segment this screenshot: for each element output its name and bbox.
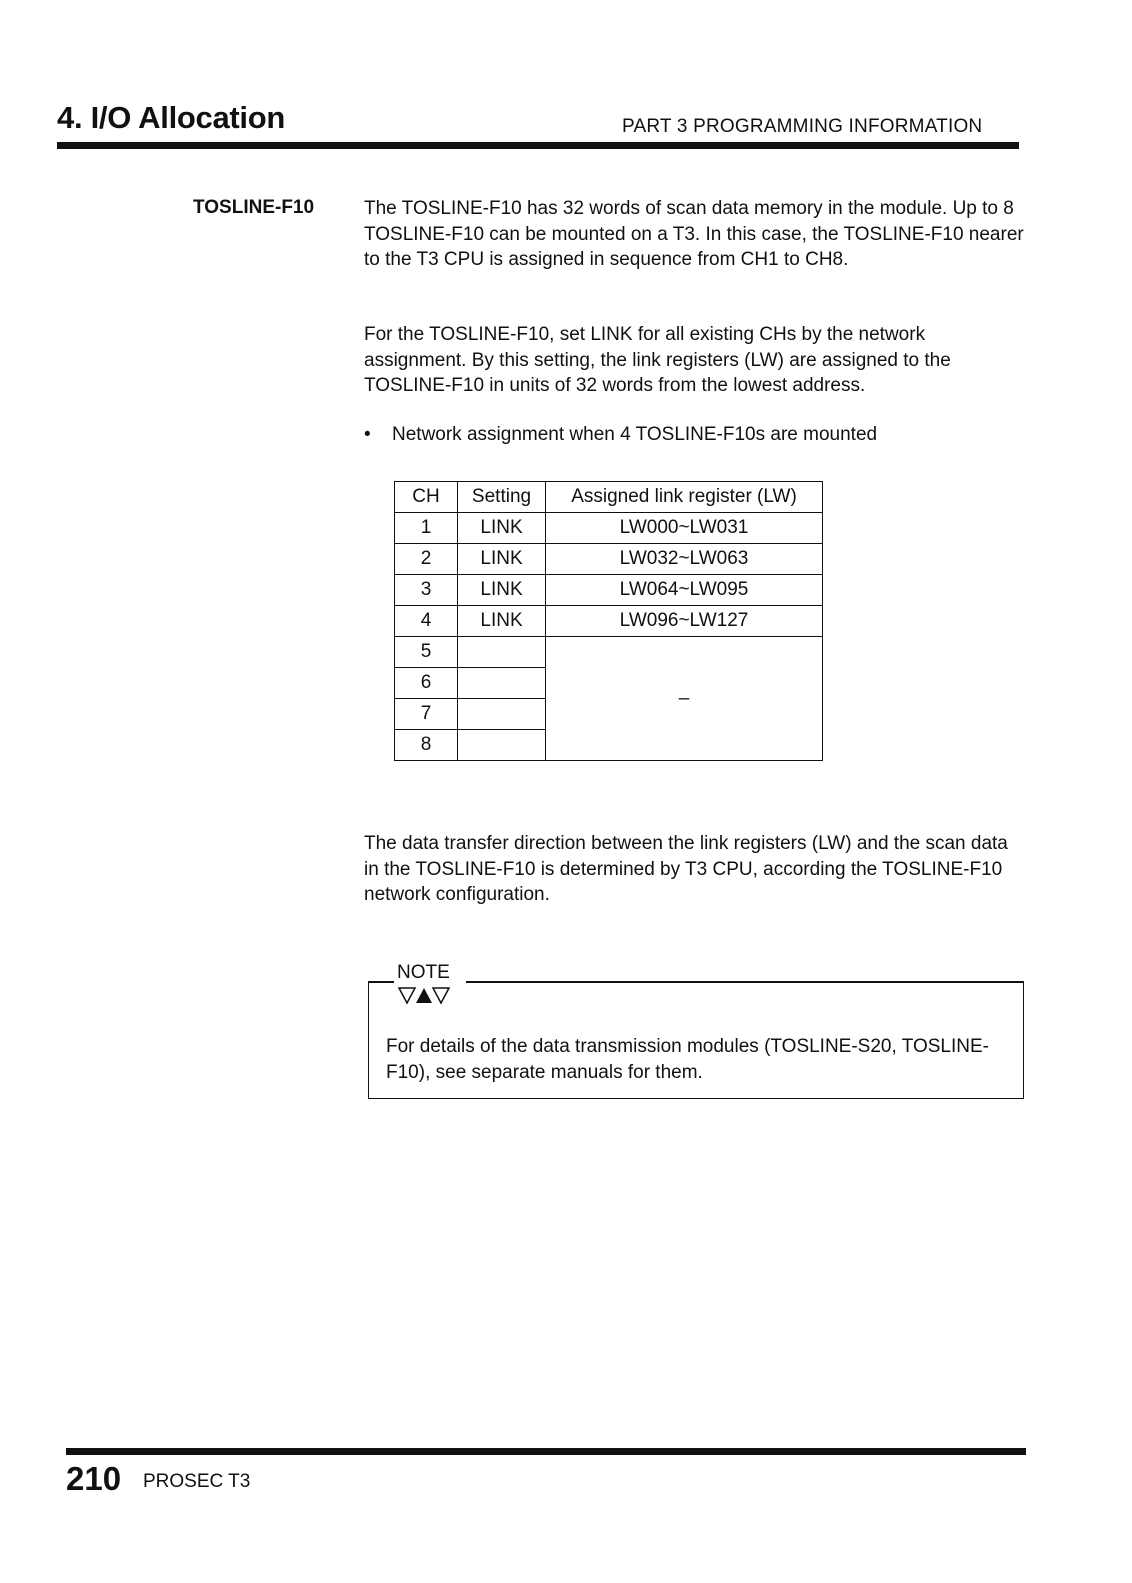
- table-row: [395, 606, 823, 637]
- cell-ch: 3: [395, 575, 458, 606]
- chapter-title: 4. I/O Allocation: [57, 100, 286, 135]
- cell-ch: 6: [395, 668, 458, 699]
- bullet-item: [364, 424, 877, 446]
- footer-rule: [66, 1448, 1026, 1455]
- section-heading: TOSLINE-F10: [193, 197, 315, 218]
- cell-ch: 8: [395, 730, 458, 761]
- note-box-top-right: [466, 981, 1023, 983]
- cell-setting: [458, 699, 546, 730]
- cell-assigned: LW032~LW063: [546, 544, 823, 575]
- bullet-text: Network assignment when 4 TOSLINE-F10s are mounted: [392, 424, 878, 445]
- bullet-dot: •: [364, 424, 371, 445]
- cell-setting: LINK: [458, 575, 546, 606]
- header-ch: CH: [395, 482, 458, 513]
- cell-ch: 1: [395, 513, 458, 544]
- note-box-top-left: [368, 981, 394, 983]
- cell-ch: 5: [395, 637, 458, 668]
- cell-setting: [458, 730, 546, 761]
- table-row: [395, 575, 823, 606]
- header-assigned: Assigned link register (LW): [546, 482, 823, 513]
- cell-ch: 7: [395, 699, 458, 730]
- cell-ch: 2: [395, 544, 458, 575]
- cell-setting: [458, 637, 546, 668]
- header-setting: Setting: [458, 482, 546, 513]
- page-number: 210: [66, 1460, 122, 1497]
- cell-ch: 4: [395, 606, 458, 637]
- table-row: [395, 637, 823, 668]
- cell-setting: LINK: [458, 544, 546, 575]
- table-row: [395, 513, 823, 544]
- note-label: NOTE: [397, 962, 450, 983]
- cell-assigned: LW064~LW095: [546, 575, 823, 606]
- cell-unassigned: –: [546, 637, 823, 761]
- product-name: PROSEC T3: [143, 1471, 251, 1492]
- cell-setting: LINK: [458, 606, 546, 637]
- network-assignment-table: [394, 481, 823, 761]
- cell-setting: [458, 668, 546, 699]
- note-text: For details of the data transmission modules (TOSLINE-S20, TOSLINE-F10), see separate manuals for them.: [386, 1036, 989, 1083]
- table-row: [395, 544, 823, 575]
- cell-assigned: LW096~LW127: [546, 606, 823, 637]
- paragraph-intro: The TOSLINE-F10 has 32 words of scan data memory in the module. Up to 8 TOSLINE-F10 can be mounted on a T3. In this case, the TOSLINE-F10 nearer to the T3 CPU is assigned in sequence from CH1 to CH8.: [364, 198, 1024, 270]
- table-header-row: [395, 482, 823, 513]
- part-label: PART 3 PROGRAMMING INFORMATION: [622, 116, 983, 137]
- cell-setting: LINK: [458, 513, 546, 544]
- paragraph-link-setting: For the TOSLINE-F10, set LINK for all existing CHs by the network assignment. By this setting, the link registers (LW) are assigned to the TOSLINE-F10 in units of 32 words from the lowest address.: [364, 324, 951, 396]
- cell-assigned: LW000~LW031: [546, 513, 823, 544]
- paragraph-transfer-direction: The data transfer direction between the link registers (LW) and the scan data in the TOSLINE-F10 is determined by T3 CPU, according the TOSLINE-F10 network configuration.: [364, 833, 1008, 905]
- header-rule: [57, 142, 1019, 149]
- note-triangles-icon: [398, 986, 450, 1011]
